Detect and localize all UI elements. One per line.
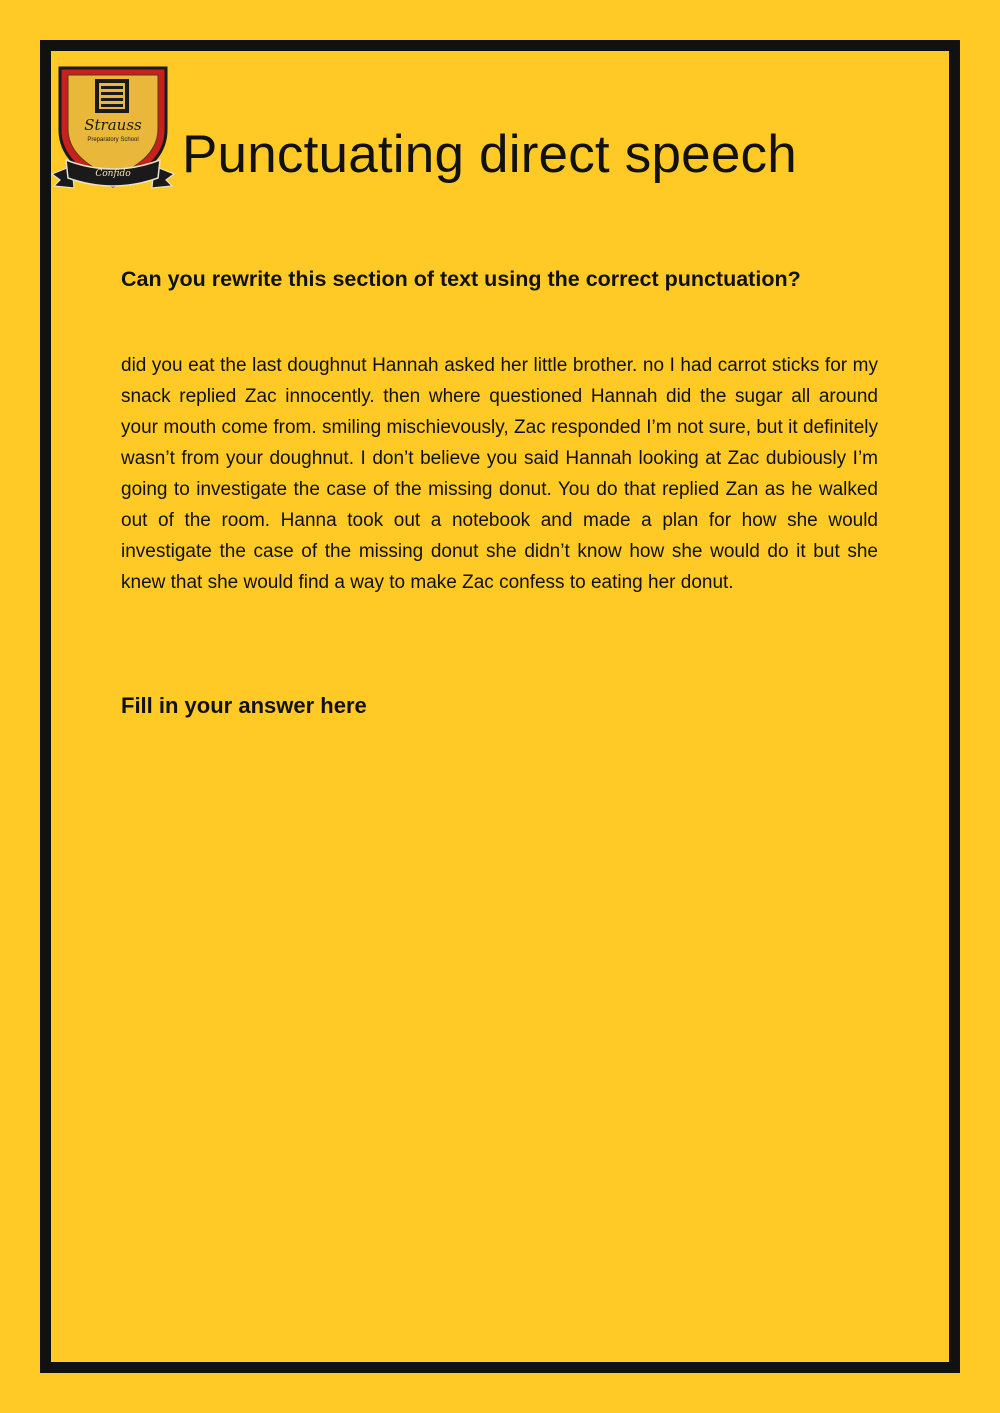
school-crest-logo [50, 62, 176, 196]
question-prompt: Can you rewrite this section of text using the correct punctuation? [121, 267, 801, 291]
worksheet-title: Punctuating direct speech [182, 125, 797, 184]
answer-label: Fill in your answer here [121, 693, 367, 718]
crest-school-subtitle: Preparatory School [87, 137, 139, 143]
unpunctuated-passage: did you eat the last doughnut Hannah asked her little brother. no I had carrot sticks for my snack replied Zac innocently. then where questioned Hannah did the sugar all around your mouth come from. smiling mischievously, Zac responded I’m not sure, but it definitely wasn’t from your doughnut. I don’t believe you said Hannah looking at Zac dubiously I’m going to investigate the case of the missing donut. You do that replied Zan as he walked out of the room. Hanna took out a notebook and made a plan for how she would investigate the case of the missing donut she didn’t know how she would do it but she knew that she would find a way to make Zac confess to eating her donut. [121, 355, 878, 593]
answer-area[interactable] [121, 740, 878, 1340]
crest-motto: Confido [95, 169, 131, 179]
crest-school-name: Strauss [84, 116, 142, 134]
